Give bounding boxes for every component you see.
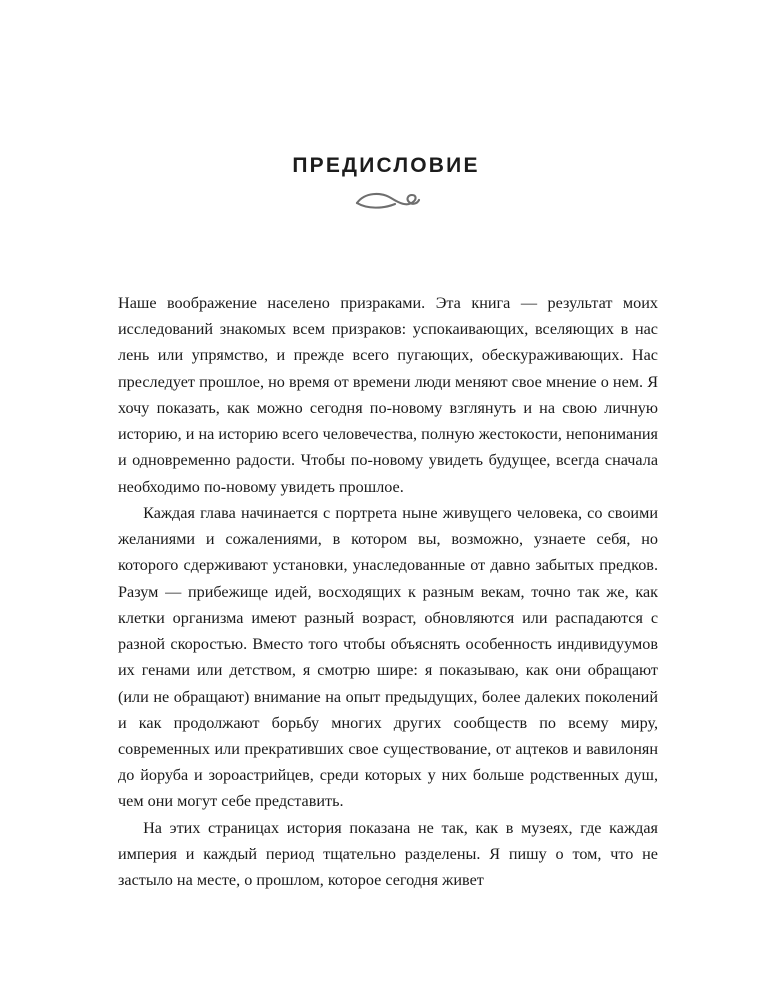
paragraph: Наше воображение населено призраками. Эта книга — результат моих исследований знакомых всем призраков: успокаивающих, вселяющих в нас лень или упрямство, и прежде всего пугающих, обескураживающих. Нас преследует прошлое, но время от времени люди меняют свое мнение о нем. Я хочу показать, как можно сегодня по-новому взглянуть и на свою личную историю, и на историю всего человечества, полную жестокости, непонимания и одновременно радости. Чтобы по-новому увидеть будущее, всегда сначала необходимо по-новому увидеть прошлое. xyxy=(118,294,658,496)
swash-ornament-icon xyxy=(0,182,772,222)
page-title: ПРЕДИСЛОВИЕ xyxy=(292,154,480,178)
paragraph: Каждая глава начинается с портрета ныне живущего человека, со своими желаниями и сожалениями, в котором вы, возможно, узнаете себя, но которого сдерживают установки, унаследованные от давно забытых предков. Разум — прибежище идей, восходящих к разным векам, точно так же, как клетки организма имеют разный возраст, обновляются или распадаются с разной скоростью. Вместо того чтобы объяснять особенность индивидуумов их генами или детством, я смотрю шире: я показываю, как они обращают (или не обращают) внимание на опыт предыдущих, более далеких поколений и как продолжают борьбу многих других сообществ по всему миру, современных или прекративших свое существование, от ацтеков и вавилонян до йоруба и зороастрийцев, среди которых у них больше родственных душ, чем они могут себе представить. xyxy=(118,503,658,811)
paragraph: На этих страницах история показана не так, как в музеях, где каждая империя и каждый период тщательно разделены. Я пишу о том, что не застыло на месте, о прошлом, которое сегодня живет xyxy=(118,818,658,890)
body-text xyxy=(118,290,658,893)
